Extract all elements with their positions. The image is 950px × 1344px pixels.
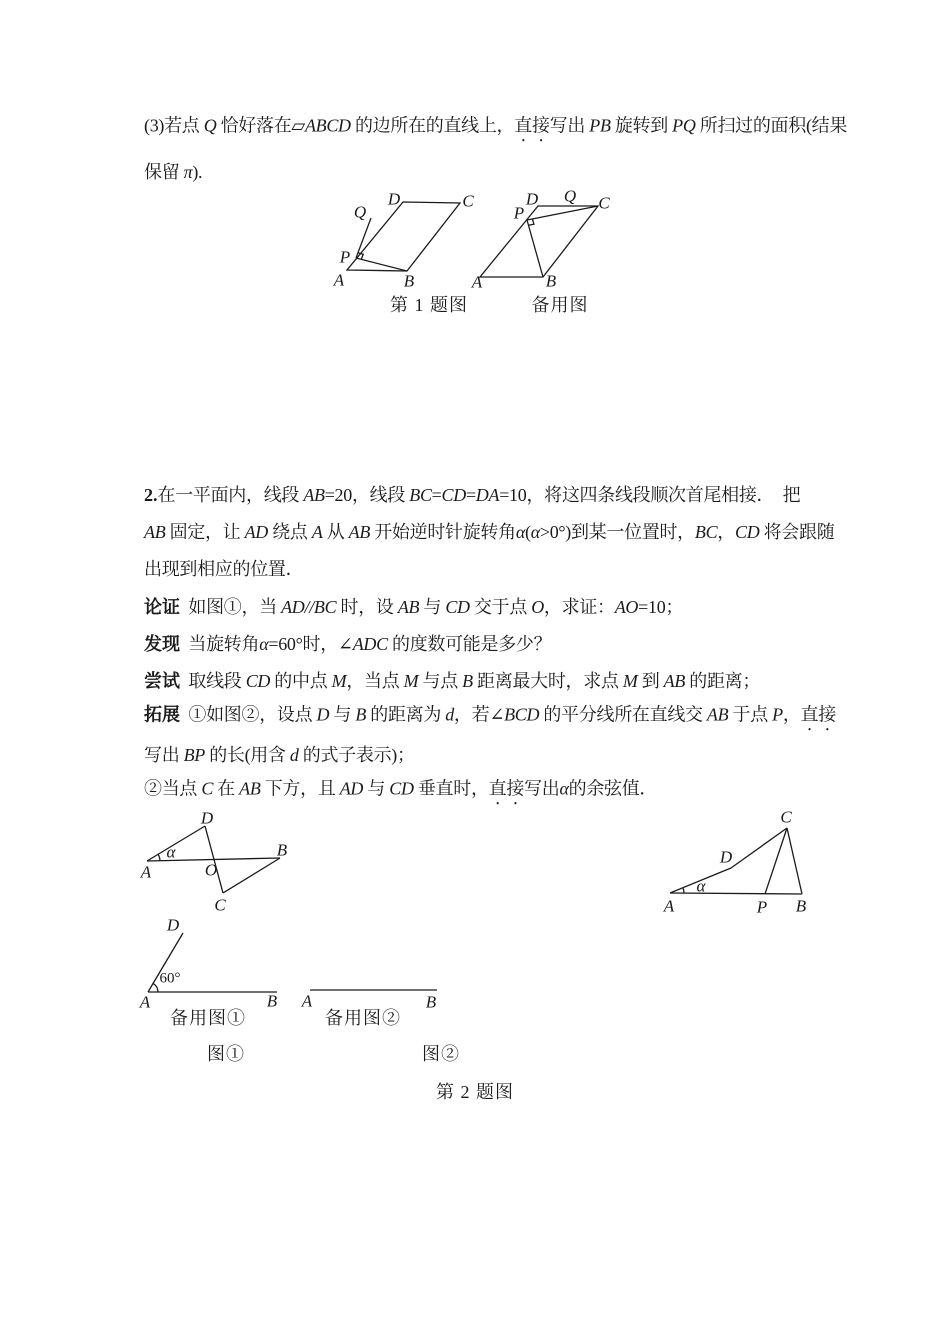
text-segment: BCD bbox=[504, 704, 540, 725]
caption-problem2: 第 2 题图 bbox=[436, 1082, 514, 1102]
segment-cb bbox=[223, 858, 280, 893]
text-segment: BC bbox=[409, 485, 432, 505]
text-segment: AB bbox=[663, 671, 686, 691]
vertex-label-a: A bbox=[140, 862, 152, 882]
text-segment: AB bbox=[397, 597, 420, 617]
text-segment: CD bbox=[445, 597, 470, 617]
text-segment: 取线段 bbox=[180, 671, 246, 691]
text-segment: 直接 bbox=[514, 115, 550, 136]
text-segment: d bbox=[289, 745, 299, 765]
text-segment: D bbox=[316, 704, 330, 725]
vertex-label-b: B bbox=[266, 991, 278, 1011]
vertex-label-c: C bbox=[780, 807, 792, 827]
text-segment: >0°)到某一位置时， bbox=[539, 522, 695, 542]
text-segment: 写出 bbox=[549, 115, 590, 136]
text-segment: 开始逆时针旋转角 bbox=[370, 522, 516, 542]
text-segment: PB bbox=[589, 115, 611, 136]
text-segment: ， bbox=[717, 522, 735, 542]
text-segment: 出现到相应的位置． bbox=[144, 559, 304, 579]
text-segment: CD bbox=[245, 671, 271, 691]
text-segment: AD bbox=[244, 522, 268, 542]
text-segment: ①如图②，设点 bbox=[180, 704, 317, 725]
text-segment: B bbox=[355, 704, 367, 725]
figure-problem1-backup bbox=[470, 185, 620, 295]
segment-ad bbox=[147, 826, 205, 861]
segment-pb bbox=[356, 258, 407, 271]
vertex-label-b: B bbox=[425, 992, 437, 1012]
text-segment: 在 bbox=[213, 778, 240, 799]
vertex-label-o: O bbox=[204, 860, 218, 880]
text-segment: 写出 bbox=[144, 745, 184, 765]
figure-problem2-backup2 bbox=[300, 920, 450, 1015]
text-segment: 直接 bbox=[488, 778, 525, 799]
problem2-line-2 bbox=[144, 519, 834, 545]
text-segment: 的长(用含 bbox=[205, 745, 290, 765]
text-segment: 的距离为 bbox=[366, 704, 446, 725]
caption-backup2: 备用图② bbox=[325, 1008, 401, 1028]
text-segment: AD//BC bbox=[281, 597, 337, 617]
text-segment: 保留 bbox=[144, 162, 184, 182]
segment-ab bbox=[670, 893, 802, 894]
text-segment: 于点 bbox=[728, 704, 773, 725]
text-segment: 与点 bbox=[418, 671, 463, 691]
text-segment: 恰好落在 bbox=[216, 115, 292, 136]
caption-backup1: 备用图① bbox=[170, 1008, 246, 1028]
text-segment: AB bbox=[239, 778, 261, 799]
text-segment: CD bbox=[441, 485, 466, 505]
text-segment: 拓展 bbox=[144, 704, 180, 725]
text-segment: B bbox=[462, 671, 473, 691]
text-segment: d bbox=[445, 704, 454, 725]
vertex-label-b: B bbox=[403, 271, 415, 291]
text-segment: ABCD bbox=[304, 115, 351, 136]
vertex-label-c: C bbox=[214, 895, 226, 915]
figure-problem1-main bbox=[330, 189, 483, 300]
text-segment: (3)若点 bbox=[144, 115, 204, 136]
text-segment: 直接 bbox=[800, 704, 836, 725]
text-segment: AB bbox=[144, 522, 166, 542]
text-segment: 到 bbox=[637, 671, 664, 691]
angle-label-alpha: α bbox=[166, 842, 176, 862]
problem2-line-1 bbox=[144, 482, 800, 508]
vertex-label-a: A bbox=[663, 896, 675, 916]
text-segment: 的平分线所在直线交 bbox=[539, 704, 707, 725]
text-segment: 当旋转角 bbox=[180, 634, 260, 654]
text-segment: = bbox=[431, 485, 442, 505]
vertex-label-c: C bbox=[598, 193, 610, 213]
text-segment: 与 bbox=[363, 778, 390, 799]
text-segment: CD bbox=[389, 778, 414, 799]
problem2-line-3 bbox=[144, 556, 303, 582]
problem1-line-1 bbox=[144, 113, 847, 146]
vertex-label-d: D bbox=[719, 847, 733, 867]
text-segment: =60°时，∠ bbox=[268, 634, 353, 654]
text-segment: M bbox=[403, 671, 419, 691]
problem2-line-faxian bbox=[144, 631, 551, 657]
angle-label-alpha: α bbox=[696, 876, 706, 896]
vertex-label-p: P bbox=[756, 897, 768, 917]
vertex-label-a: A bbox=[301, 991, 313, 1011]
text-segment: 将会跟随 bbox=[759, 522, 835, 542]
text-segment: 的式子表示)； bbox=[298, 745, 415, 765]
angle-arc bbox=[153, 983, 158, 992]
caption-problem1-main: 第 1 题图 bbox=[390, 295, 468, 315]
problem2-line-changshi bbox=[144, 668, 760, 694]
text-segment: AB bbox=[348, 522, 371, 542]
text-segment: 所扫过的面积(结果 bbox=[695, 115, 848, 136]
parallelogram-abcd bbox=[480, 203, 598, 277]
segment-cp bbox=[765, 828, 787, 894]
problem2-line-lunzheng bbox=[144, 594, 683, 620]
text-segment: 写出 bbox=[524, 778, 560, 799]
text-segment: ，若∠ bbox=[453, 704, 505, 725]
text-segment: 的距离； bbox=[685, 671, 761, 691]
text-segment: 的余弦值． bbox=[568, 778, 658, 799]
segment-pq bbox=[356, 218, 371, 258]
text-segment: α bbox=[559, 778, 569, 799]
text-segment: ， bbox=[782, 704, 801, 725]
segment-dc bbox=[731, 828, 787, 868]
vertex-label-q: Q bbox=[353, 202, 367, 222]
vertex-label-c: C bbox=[462, 191, 474, 211]
text-segment: ②当点 bbox=[144, 778, 202, 799]
text-segment: α bbox=[259, 634, 269, 654]
text-segment: 如图①，当 bbox=[180, 597, 282, 617]
vertex-label-d: D bbox=[166, 915, 180, 935]
text-segment: BP bbox=[183, 745, 205, 765]
text-segment: M bbox=[331, 671, 347, 691]
problem1-line-2 bbox=[144, 159, 202, 185]
text-segment: ，求证： bbox=[543, 597, 615, 617]
vertex-label-p: P bbox=[513, 203, 525, 223]
figure-problem2-fig2 bbox=[655, 800, 815, 915]
text-segment: =10； bbox=[638, 597, 684, 617]
text-segment: 与 bbox=[329, 704, 356, 725]
vertex-label-d: D bbox=[525, 189, 539, 209]
text-segment: AB bbox=[303, 485, 325, 505]
problem2-line-9 bbox=[144, 776, 657, 809]
text-segment: DA bbox=[475, 485, 500, 505]
text-segment: 距离最大时，求点 bbox=[472, 671, 623, 691]
segment-cb bbox=[787, 828, 802, 894]
text-segment: O bbox=[531, 597, 544, 617]
caption-fig1: 图① bbox=[207, 1044, 245, 1064]
vertex-label-b: B bbox=[795, 896, 807, 916]
text-segment: Q bbox=[203, 115, 217, 136]
text-segment: 垂直时， bbox=[413, 778, 489, 799]
text-segment: AB bbox=[706, 704, 729, 725]
text-segment: ▱ bbox=[291, 115, 305, 136]
text-segment: 的边所在的直线上， bbox=[350, 115, 515, 136]
text-segment: A bbox=[311, 522, 323, 542]
text-segment: 的中点 bbox=[270, 671, 332, 691]
text-segment: AD bbox=[339, 778, 364, 799]
text-segment: α bbox=[515, 522, 525, 542]
text-segment: 固定，让 bbox=[165, 522, 245, 542]
figure-problem2-backup1 bbox=[139, 915, 290, 1015]
text-segment: 在一平面内，线段 bbox=[157, 485, 304, 505]
text-segment: CD bbox=[735, 522, 760, 542]
segment-pb bbox=[527, 220, 543, 277]
figure-problem2-fig1 bbox=[135, 810, 295, 915]
caption-problem1-backup: 备用图 bbox=[531, 295, 589, 315]
angle-arc bbox=[683, 888, 684, 893]
text-segment: 的度数可能是多少？ bbox=[387, 634, 552, 654]
text-segment: C bbox=[201, 778, 214, 799]
text-segment: AO bbox=[614, 597, 639, 617]
text-segment: 时，设 bbox=[336, 597, 398, 617]
text-segment: 论证 bbox=[144, 597, 180, 617]
text-segment: 从 bbox=[322, 522, 349, 542]
text-segment: 旋转到 bbox=[610, 115, 673, 136]
text-segment: 与 bbox=[419, 597, 446, 617]
text-segment: α bbox=[530, 522, 540, 542]
text-segment: 下方，且 bbox=[260, 778, 340, 799]
text-segment: =20，线段 bbox=[324, 485, 410, 505]
text-segment: π bbox=[183, 162, 193, 182]
caption-fig2: 图② bbox=[422, 1044, 460, 1064]
vertex-label-p: P bbox=[339, 247, 351, 267]
text-segment: =10，将这四条线段顺次首尾相接． 把 bbox=[499, 485, 801, 505]
vertex-label-a: A bbox=[471, 272, 483, 292]
vertex-label-d: D bbox=[200, 808, 214, 828]
problem2-line-8 bbox=[144, 742, 415, 768]
text-segment: PQ bbox=[672, 115, 696, 136]
vertex-label-b: B bbox=[276, 840, 288, 860]
problem2-line-tuozhan bbox=[144, 702, 836, 735]
vertex-label-a: A bbox=[139, 992, 151, 1012]
angle-label-60: 60° bbox=[159, 970, 181, 987]
text-segment: ，当点 bbox=[346, 671, 404, 691]
text-segment: 尝试 bbox=[144, 671, 180, 691]
text-segment: M bbox=[622, 671, 638, 691]
text-segment: 发现 bbox=[144, 634, 180, 654]
text-segment: ). bbox=[192, 162, 203, 182]
vertex-label-a: A bbox=[333, 270, 345, 290]
text-segment: ( bbox=[524, 522, 531, 542]
text-segment: = bbox=[465, 485, 476, 505]
vertex-label-b: B bbox=[545, 271, 557, 291]
text-segment: BC bbox=[694, 522, 718, 542]
text-segment: 交于点 bbox=[469, 597, 532, 617]
text-segment: P bbox=[772, 704, 783, 725]
text-segment: 2. bbox=[144, 485, 158, 505]
vertex-label-q: Q bbox=[563, 186, 577, 206]
text-segment: 绕点 bbox=[268, 522, 312, 542]
vertex-label-d: D bbox=[387, 189, 401, 209]
angle-arc bbox=[158, 854, 160, 861]
text-segment: ADC bbox=[352, 634, 388, 654]
